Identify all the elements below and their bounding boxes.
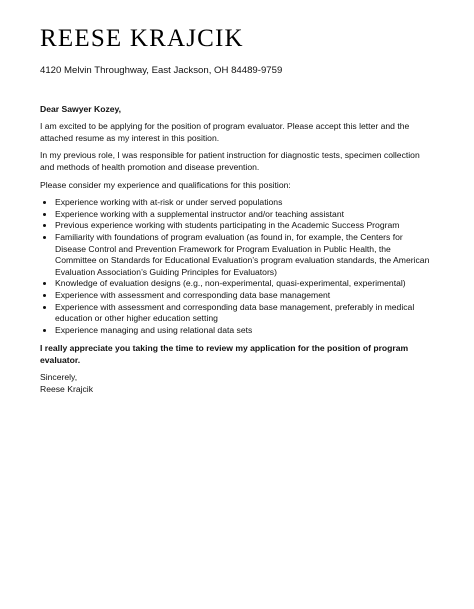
list-item: • Experience managing and using relational data sets	[55, 325, 434, 337]
closing-statement: I really appreciate you taking the time to review my application for the position of program evaluator.	[40, 343, 409, 365]
letter-body	[40, 104, 434, 396]
signature-name: Reese Krajcik	[40, 384, 94, 395]
list-item: • Knowledge of evaluation designs (e.g., non-experimental, quasi-experimental, experimental)	[55, 278, 434, 290]
list-item: • Previous experience working with students participating in the Academic Success Program	[55, 220, 434, 232]
applicant-name: REESE KRAJCIK	[40, 25, 244, 52]
applicant-address: 4120 Melvin Throughway, East Jackson, OH 84489-9759	[40, 65, 283, 76]
qualifications-list	[40, 197, 434, 336]
list-item: • Experience working with at-risk or under served populations	[55, 197, 434, 209]
paragraph-previous-role: In my previous role, I was responsible for patient instruction for diagnostic tests, specimen collection and methods of health promotion and disease prevention.	[40, 150, 420, 172]
list-item: • Experience working with a supplemental instructor and/or teaching assistant	[55, 209, 434, 221]
list-item: • Familiarity with foundations of program evaluation (as found in, for example, the Centers for Disease Control and Prevention Framework for Program Evaluation in Public Health, the Committee on Standards for Educational Evaluation’s program evaluation standards, the American Evaluation Association’s Guiding Principles for Evaluators)	[55, 232, 434, 278]
list-item: • Experience with assessment and corresponding data base management, preferably in medical education or other higher education setting	[55, 302, 434, 325]
paragraph-intro: I am excited to be applying for the position of program evaluator. Please accept this letter and the attached resume as my interest in this position.	[40, 121, 410, 143]
salutation: Dear Sawyer Kozey,	[40, 103, 122, 114]
signoff: Sincerely,	[40, 372, 78, 383]
paragraph-qualifications-lead: Please consider my experience and qualifications for this position:	[40, 179, 291, 190]
list-item: • Experience with assessment and corresponding data base management	[55, 290, 434, 302]
